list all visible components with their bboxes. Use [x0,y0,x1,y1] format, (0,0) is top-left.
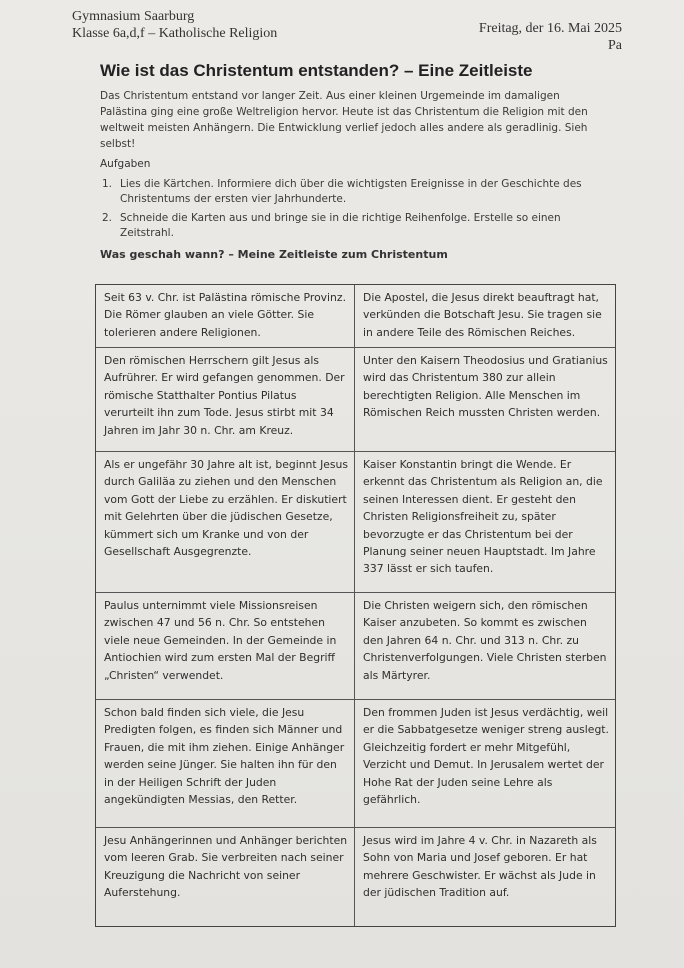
task-text: Schneide die Karten aus und bringe sie in die richtige Reihenfolge. Erstelle so einen Zeitstrahl. [120,212,561,239]
page-title: Wie ist das Christentum entstanden? – Eine Zeitleiste [100,61,533,80]
card-resurrection: Jesu Anhängerinnen und Anhänger berichten vom leeren Grab. Sie verbreiten nach seiner Kreuzigung die Nachricht von seiner Auferstehung. [96,828,355,926]
school-name: Gymnasium Saarburg [72,9,195,24]
teacher-initials: Pa [608,38,622,53]
task-number: 1. [102,178,113,190]
card-disciples: Schon bald finden sich viele, die Jesu Predigten folgen, es finden sich Männer und Frauen, die mit ihm ziehen. Einige Anhänger werden seine Jünger. Sie halten ihn für den in der Heiligen Schrift der Juden angekündigten Messias, den Retter. [96,700,355,828]
header-right [479,20,622,54]
card-jesus-ministry: Als er ungefähr 30 Jahre alt ist, beginnt Jesus durch Galiläa zu ziehen und den Menschen vom Gott der Liebe zu erzählen. Er diskutiert mit Gelehrten über die jüdischen Gesetze, kümmert sich um Kranke und von der Gesellschaft Ausgegrenzte. [96,452,355,593]
card-constantine: Kaiser Konstantin bringt die Wende. Er erkennt das Christentum als Religion an, die seinen Interessen dient. Er gesteht den Christen Religionsfreiheit zu, später bevorzugte er das Christentum bei der Planung seiner neuen Hauptstadt. Im Jahre 337 lässt er sich taufen. [355,452,615,593]
card-roman-province: Seit 63 v. Chr. ist Palästina römische Provinz. Die Römer glauben an viele Götter. Sie tolerieren andere Religionen. [96,285,355,348]
task-item [102,177,612,207]
header-left [72,8,277,42]
timeline-cards-table [95,284,616,927]
class-subject: Klasse 6a,d,f – Katholische Religion [72,26,278,41]
card-crucifixion: Den römischen Herrschern gilt Jesus als Aufrührer. Er wird gefangen genommen. Der römische Statthalter Pontius Pilatus verurteilt ihn zum Tode. Jesus stirbt mit 34 Jahren im Jahr 30 n. Chr. am Kreuz. [96,348,355,452]
card-suspicion: Den frommen Juden ist Jesus verdächtig, weil er die Sabbatgesetze weniger streng auslegt. Gleichzeitig fordert er mehr Mitgefühl, Verzicht und Demut. In Jerusalem wertet der Hohe Rat der Juden seine Lehre als gefährlich. [355,700,615,828]
intro-paragraph: Das Christentum entstand vor langer Zeit. Aus einer kleinen Urgemeinde im damaligen Palästina ging eine große Weltreligion hervor. Heute ist das Christentum die Religion mit den weltweit meisten Anhängern. Die Entwicklung verlief jedoch alles andere als geradlinig. Sieh selbst! [100,90,588,150]
card-paul-missions: Paulus unternimmt viele Missionsreisen zwischen 47 und 56 n. Chr. So entstehen viele neue Gemeinden. In der Gemeinde in Antiochien wird zum ersten Mal der Begriff „Christen“ verwendet. [96,593,355,700]
tasks-heading: Aufgaben [100,158,151,170]
task-item [102,211,612,241]
tasks-list [102,177,612,245]
task-text: Lies die Kärtchen. Informiere dich über die wichtigsten Ereignisse in der Geschichte des Christentums der ersten vier Jahrhunderte. [120,178,582,205]
card-persecution: Die Christen weigern sich, den römischen Kaiser anzubeten. So kommt es zwischen den Jahren 64 n. Chr. und 313 n. Chr. zu Christenverfolgungen. Viele Christen sterben als Märtyrer. [355,593,615,700]
date: Freitag, der 16. Mai 2025 [478,21,622,36]
card-apostles: Die Apostel, die Jesus direkt beauftragt hat, verkünden die Botschaft Jesu. Sie tragen sie in andere Teile des Römischen Reiches. [355,285,615,348]
card-state-religion: Unter den Kaisern Theodosius und Gratianius wird das Christentum 380 zur allein berechtigten Religion. Alle Menschen im Römischen Reich mussten Christen werden. [355,348,615,452]
task-number: 2. [102,212,113,224]
timeline-table-title: Was geschah wann? – Meine Zeitleiste zum Christentum [100,248,448,261]
card-birth: Jesus wird im Jahre 4 v. Chr. in Nazareth als Sohn von Maria und Josef geboren. Er hat mehrere Geschwister. Er wächst als Jude in der jüdischen Tradition auf. [363,834,597,900]
